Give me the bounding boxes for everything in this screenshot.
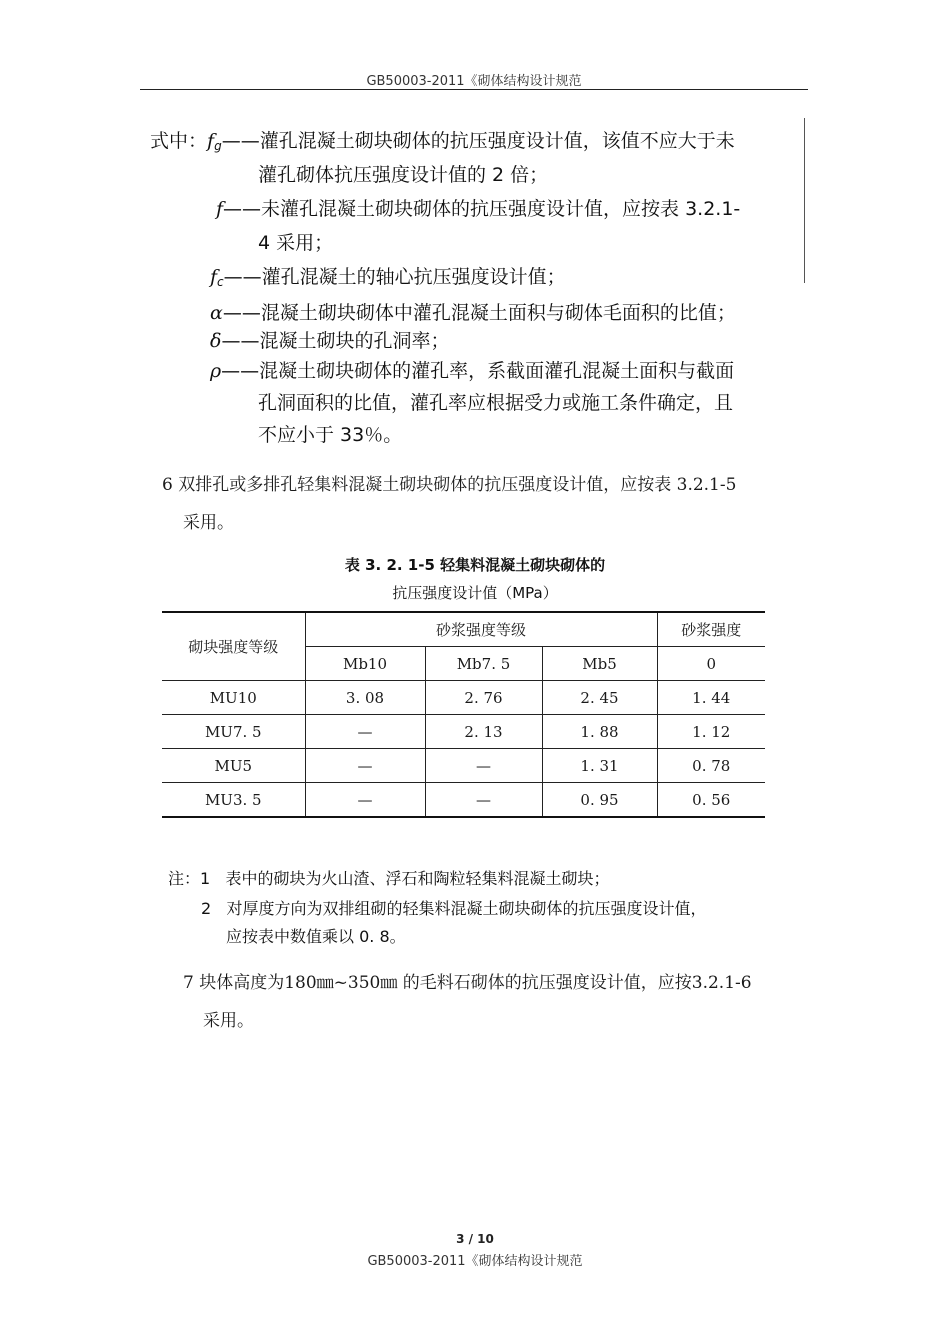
note-text: 表中的砌块为火山渣、浮石和陶粒轻集料混凝土砌块； [225,869,610,888]
table-row [162,681,765,715]
clause-6-line1: 6 双排孔或多排孔轻集料混凝土砌块砌体的抗压强度设计值，应按表 3.2.1-5 [162,475,737,495]
definition-dash: —— [223,198,262,220]
value-cell: 0. 56 [657,783,765,818]
definitions-intro: 式中： [150,130,208,152]
note-label: 注： [168,869,201,888]
table-header-row [162,612,765,647]
page-footer: GB50003-2011《砌体结构设计规范 [367,1254,583,1269]
page-header: GB50003-2011《砌体结构设计规范 [366,74,582,89]
subheader-cell: Mb7. 5 [425,647,542,681]
value-cell: 2. 45 [542,681,657,715]
definition-fg-line1 [150,126,735,153]
table-row [162,783,765,818]
clause-7-line1: 7 块体高度为180㎜~350㎜ 的毛料石砌体的抗压强度设计值，应按3.2.1-6 [183,973,752,993]
definition-delta-line1 [210,326,449,353]
definition-fc-line1 [210,262,566,289]
scan-edge-line [804,118,805,283]
note-number: 2 [201,899,212,918]
symbol-f: f [210,266,218,288]
value-cell: 1. 88 [542,715,657,749]
table-row [162,749,765,783]
header-block-grade: 砌块强度等级 [162,612,305,681]
symbol-f: f [207,130,215,152]
header-mortar-strength: 砂浆强度 [657,612,765,647]
value-cell: 2. 76 [425,681,542,715]
note-text: 对厚度方向为双排组砌的轻集料混凝土砌块砌体的抗压强度设计值， [226,899,707,918]
value-cell: — [425,749,542,783]
symbol-rho: ρ [210,360,222,382]
grade-cell: MU7. 5 [162,715,305,749]
symbol-delta: δ [210,330,222,352]
page-number: 3 / 10 [456,1232,494,1246]
clause-7-line2: 采用。 [203,1011,254,1031]
grade-cell: MU3. 5 [162,783,305,818]
definition-text: 灌孔混凝土的轴心抗压强度设计值； [261,266,566,288]
definition-rho-line3: 不应小于 33％。 [258,424,403,446]
value-cell: — [425,783,542,818]
strength-table [162,611,765,818]
definition-dash: —— [221,130,260,152]
definition-text: 未灌孔混凝土砌块砌体的抗压强度设计值，应按表 3.2.1- [261,198,741,220]
value-cell: 0. 95 [542,783,657,818]
value-cell: — [305,715,425,749]
note-number: 1 [200,869,211,888]
note-2-line2: 应按表中数值乘以 0. 8。 [226,927,406,946]
definition-dash: —— [221,360,260,382]
definition-alpha-line1 [210,298,736,325]
definition-text: 灌孔混凝土砌块砌体的抗压强度设计值，该值不应大于未 [259,130,735,152]
subheader-cell: Mb10 [305,647,425,681]
definition-dash: —— [223,266,262,288]
value-cell: 3. 08 [305,681,425,715]
definition-dash: —— [222,302,261,324]
value-cell: 1. 31 [542,749,657,783]
table-row [162,715,765,749]
subheader-cell: 0 [657,647,765,681]
header-mortar-grade: 砂浆强度等级 [305,612,657,647]
value-cell: — [305,749,425,783]
note-2 [201,896,706,919]
table-caption-line1: 表 3. 2. 1-5 轻集料混凝土砌块砌体的 [344,556,606,574]
definition-f-line1 [216,194,740,221]
value-cell: 1. 12 [657,715,765,749]
definition-text: 混凝土砌块砌体的灌孔率，系截面灌孔混凝土面积与截面 [259,360,735,382]
grade-cell: MU5 [162,749,305,783]
value-cell: 1. 44 [657,681,765,715]
grade-cell: MU10 [162,681,305,715]
definition-text: 混凝土砌块的孔洞率； [259,330,450,352]
value-cell: — [305,783,425,818]
subscript-g: g [214,139,222,153]
definition-text: 混凝土砌块砌体中灌孔混凝土面积与砌体毛面积的比值； [260,302,736,324]
subscript-c: c [217,275,224,289]
symbol-f: f [216,198,224,220]
definition-fg-line2: 灌孔砌体抗压强度设计值的 2 倍； [258,164,549,186]
value-cell: 2. 13 [425,715,542,749]
definition-rho-line2: 孔洞面积的比值，灌孔率应根据受力或施工条件确定，且 [258,392,734,414]
value-cell: 0. 78 [657,749,765,783]
symbol-alpha: α [210,302,223,324]
header-rule [140,89,808,90]
definition-dash: —— [221,330,260,352]
clause-6-line2: 采用。 [183,513,234,533]
definition-rho-line1 [210,356,734,383]
table-caption-line2: 抗压强度设计值（MPa） [392,584,558,602]
subheader-cell: Mb5 [542,647,657,681]
definition-f-line2: 4 采用； [258,232,334,254]
note-1 [168,866,609,889]
